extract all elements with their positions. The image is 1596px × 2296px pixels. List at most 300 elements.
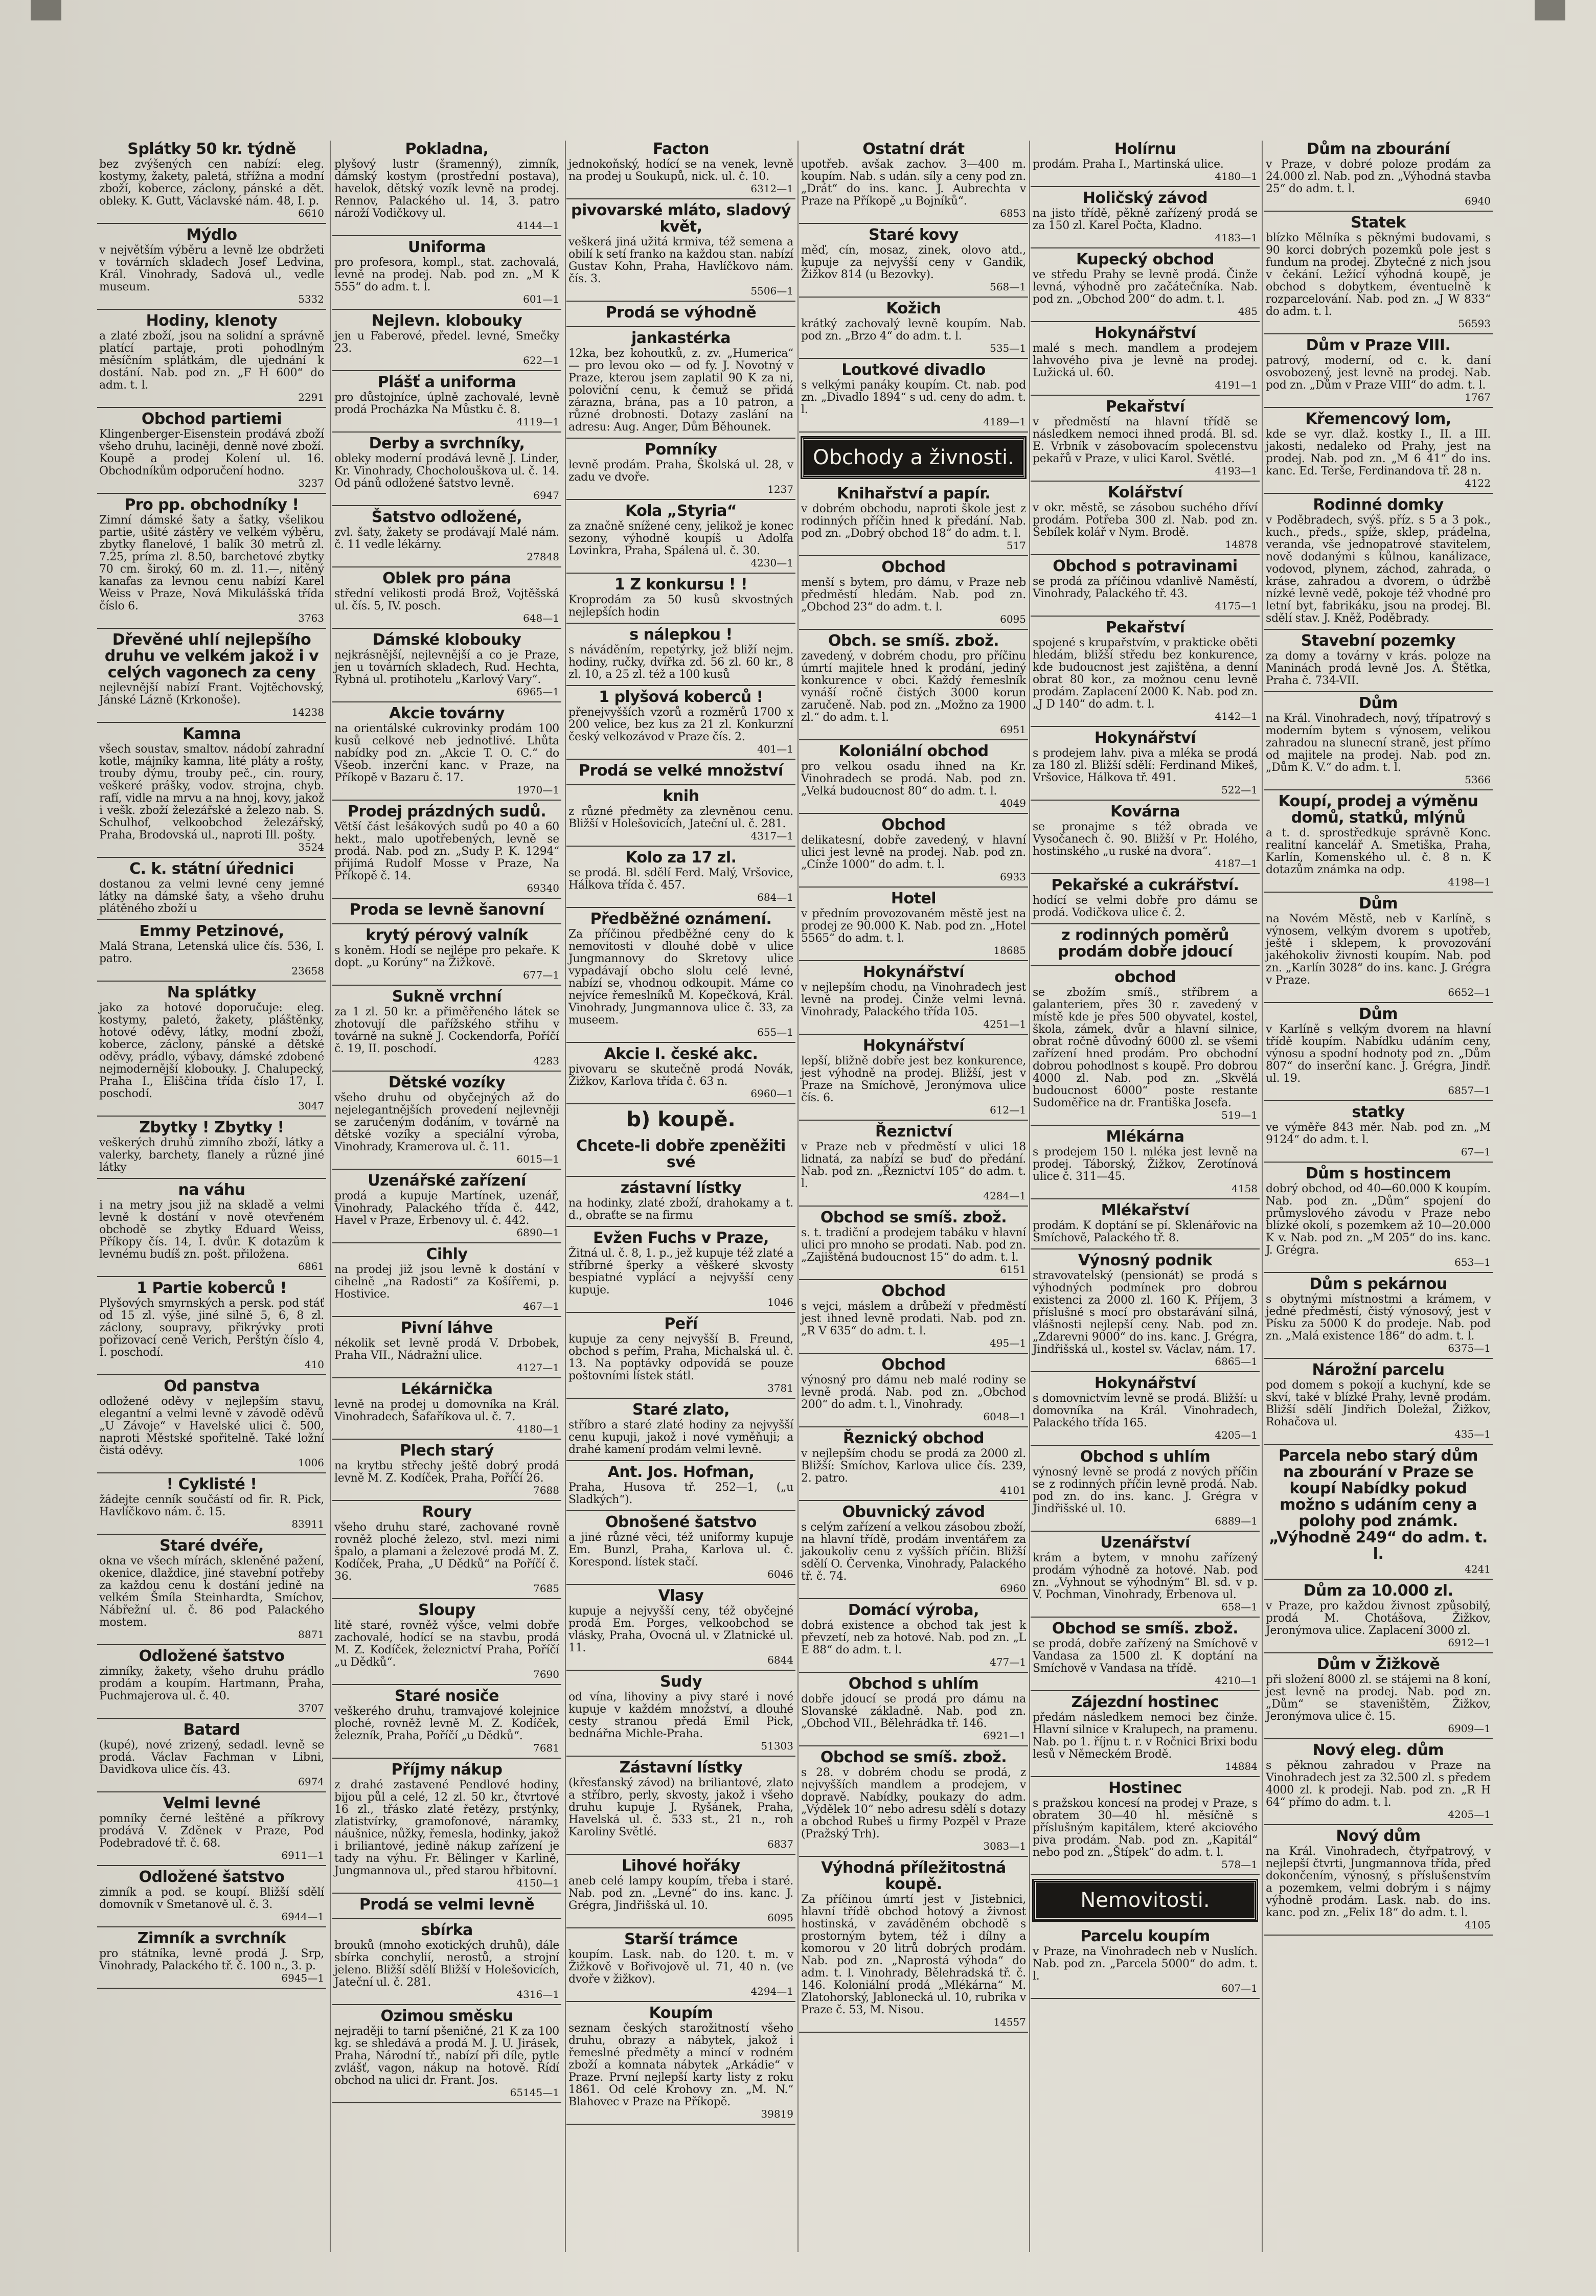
ad-body: v Praze, pro každou živnost způsobilý, prodá M. Chotášova, Žižkov, Jeronýmova ulice. Zaplacení 3000 zl. [1266, 1600, 1491, 1637]
classified-ad [332, 2005, 561, 2103]
ad-code: 2291 [298, 391, 324, 403]
classified-ad [97, 1117, 326, 1179]
ad-title: na váhu [178, 1181, 245, 1199]
classified-ad [332, 567, 561, 629]
ad-code: 6610 [298, 207, 324, 219]
classified-ad [799, 1746, 1028, 1857]
ad-title: Obchod [881, 1282, 946, 1300]
ad-title: Parcelu koupím [1080, 1927, 1210, 1945]
ad-title: zástavní lístky [620, 1179, 742, 1197]
ad-code: 6911—1 [281, 1849, 324, 1861]
ad-code: 4119—1 [516, 416, 559, 428]
classified-ad [1264, 1101, 1493, 1163]
ad-title: Koloniální obchod [838, 742, 989, 760]
ad-body: za značně snížené ceny, jelikož je konec sezony, výhodně koupíš u Adolfa Lovinkra, Praha, Spálená ul. č. 30. [568, 520, 793, 557]
ad-title: Pekařství [1105, 398, 1185, 416]
ad-code: 684—1 [757, 891, 793, 903]
ad-code: 6944—1 [281, 1911, 324, 1923]
classified-ad [332, 310, 561, 371]
classified-ad [799, 1599, 1028, 1673]
ad-title: Kamna [183, 725, 241, 743]
ad-title: Plech starý [400, 1442, 494, 1460]
ad-title: Obchod [881, 816, 946, 834]
classified-ad [1031, 801, 1260, 874]
ad-body: spojené s krupařstvím, v prakticke oběti hledám, bližší středu bez konkurence, kde budoucnost jest zajištěna, a denní obrat 80 kor., za možnou cenu levně prodám. Zaplacení 2000 K. Nab. pod zn. „J D 140“ do adm. t. l. [1033, 636, 1258, 711]
ad-body: jednokoňský, hodící se na venek, levně na prodej u Soukupů, nick. ul. č. 10. [568, 158, 793, 183]
ad-title: Dům v Praze VIII. [1306, 336, 1451, 354]
classified-ad [1264, 1739, 1493, 1825]
classified-ad [332, 899, 561, 924]
ad-title: Hodiny, klenoty [146, 312, 278, 330]
classified-ad [332, 1440, 561, 1501]
ad-title: Koupím [649, 2004, 713, 2022]
classified-ad [1031, 187, 1260, 248]
ad-title: Předběžné oznámení. [590, 910, 772, 928]
classified-ad [332, 1685, 561, 1759]
ad-title: Holírnu [1114, 140, 1176, 158]
ad-body: v Praze neb v předměstí v ulici 18 lidnatá, za nabízí se buď do předání. Nab. pod zn. „Řeznictví 105“ do adm. t. l. [801, 1141, 1026, 1190]
ad-body: pod domem s pokojí a kuchyní, kde se skví, také v blízké Prahy, levně prodám. Bližší sdělí Jindřich Doležal, Žižkov, Rohačova ul. [1266, 1379, 1491, 1428]
classified-ad [97, 629, 326, 723]
ad-body: na Král. Vinohradech, čtyřpatrový, v nejlepší čtvrti, Jungmannova třída, před dokončením, výnosný, s příslušenstvím a pozemkem, velmi dobrým i s nájmy výhodně prodám. Lask. nab. do ins. kanc. pod zn. „Felix 18“ do adm. t. l. [1266, 1845, 1491, 1919]
ad-body: Za příčinou předběžné ceny do k nemovitosti v dlouhé době v ulice Jungmannovy do Skretovy ulice vypadávají obcho slolu celé levné, nabízí se, vhodnou odkoupit. Máme co nejvíce řemeslníků M. Kopečková, Král. Vinohrady, Jungmannova ulice č. 33, za museem. [568, 928, 793, 1027]
classified-ad [1264, 408, 1493, 494]
ad-body: ve středu Prahy se levně prodá. Činže levná, výhodně pro začátečníka. Nab. pod zn. „Obchod 200“ do adm. t. l. [1033, 268, 1258, 306]
classified-ad [332, 629, 561, 702]
classified-ad [332, 1317, 561, 1378]
classified-ad [566, 138, 795, 199]
ad-title: Hokynářství [1094, 1374, 1196, 1392]
ad-body: levně na prodej u domovníka na Král. Vinohradech, Šafaříkova ul. č. 7. [334, 1398, 559, 1423]
classified-ad [566, 624, 795, 686]
ad-body: se pronajme s též obrada ve Vysočanech č. 90. Bližší v Pr. Holého, hostinského „u ruské na dvora“. [1033, 821, 1258, 858]
ad-body: Plyšových smyrnských a persk. pod stáť od 15 zl. výše, jiné silně 5, 6, 8 zl. záclony, soupravy, přikrývky proti pořizovací ceně Verich, Perštýn číslo 4, I. poschodí. [99, 1297, 324, 1359]
ad-title: Staré dvéře, [159, 1537, 264, 1555]
ad-body: s koněm. Hodí se nejlépe pro pekaře. K dopt. „u Korúny“ na Žižkově. [334, 944, 559, 969]
ad-body: okna ve všech mírách, skleněné pažení, okenice, dlaždice, jiné stavební potřeby za každou cenu k dostání jedině na velkém Šmíla Steinhardta, Smíchov, Nábřežní ul. č. 86 pod Palackého mostem. [99, 1555, 324, 1629]
column-rule [330, 141, 331, 2252]
classified-ad [332, 986, 561, 1072]
ad-body: Větší část lešákových sudů po 40 a 60 hekt., malo upotřebených, levně se prodá. Nab. pod zn. „Sudy P. K. 1294“ přijímá Rudolf Mosse v Praze, Na Příkopě č. 14. [334, 821, 559, 882]
ad-code: 6947 [533, 489, 559, 502]
classified-ad [1264, 1825, 1493, 1936]
ad-title: Nový dům [1336, 1827, 1421, 1845]
classified-ad [566, 760, 795, 785]
ad-code: 69340 [527, 882, 559, 894]
ad-title: Zájezdní hostinec [1071, 1693, 1219, 1711]
ad-code: 7681 [533, 1742, 559, 1754]
classified-ad [97, 920, 326, 982]
ad-title: Uzenářství [1100, 1534, 1190, 1552]
ad-body: Za příčinou úmrtí jest v Jistebnici, hlavní třídě obchod hotový a živnost hostinská, v zaváděném obchodě s prostorným bytem, též i dílny a komorou v 20 litrů dobrých prodám. Nab. pod zn. „Naprostá výhoda“ do adm. t. l. Vinohrady, Bělehradská tř. č. 146. Koloniální prodá „Mlékárna“ M. Zlatohorský, Jablonecká ul. 10, rubrika v Praze č. 53, M. Nisou. [801, 1893, 1026, 2016]
ad-title: Facton [652, 140, 710, 158]
ad-title: krytý pérový valník [366, 926, 528, 944]
classified-ad [97, 1645, 326, 1719]
ad-code: 517 [1006, 539, 1026, 552]
ad-body: všeho druhu staré, zachované rovně rovněž ploché železo, stvl. mezi nimi špalo, a plamani a železové prodá M. Z. Kodíček, Praha, „U Dědků“ na Poříčí č. 36. [334, 1521, 559, 1583]
ad-title: Prodej prázdných sudů. [347, 803, 546, 821]
classified-ad [566, 2002, 795, 2125]
ad-title: Prodá se velké množství [579, 762, 783, 780]
ad-code: 18685 [993, 944, 1026, 957]
ad-title: Lihové hořáky [622, 1857, 740, 1875]
ad-code: 658—1 [1221, 1601, 1258, 1613]
classified-ad [1031, 966, 1260, 1126]
ad-title: Hokynářství [862, 963, 965, 981]
ad-code: 4144—1 [516, 219, 559, 232]
classified-ad [566, 908, 795, 1043]
ad-title: Sudy [660, 1673, 702, 1691]
ad-code: 3707 [298, 1702, 324, 1714]
ad-body: kupuje a nejvyšší ceny, též obyčejné prodá Em. Porges, velkoobchod se vlásky, Praha, Ovocná ul. v Zlatnické ul. 11. [568, 1605, 793, 1654]
ad-body: Klingenberger-Eisenstein prodává zboží všeho druhu, laciněji, denně nové zboží. Koupě a prodej Kolení ul. 16. Obchodníkům odporučení hodno. [99, 428, 324, 478]
ad-code: 6960 [1000, 1582, 1026, 1595]
classified-ad [1264, 1003, 1493, 1101]
section-banner: Nemovitosti. [1034, 1880, 1257, 1920]
classified-ad [1264, 334, 1493, 408]
classified-ad [799, 298, 1028, 359]
ad-title: Pro pp. obchodníky ! [124, 496, 299, 514]
ad-code: 4198—1 [1448, 876, 1491, 888]
classified-ad [799, 961, 1028, 1035]
ad-body: se zbožím smíš., stříbrem a galanteriem, přes 30 r. zavedený v místě kde je přes 500 obyvatel, kostel, škola, zámek, dvůr a hlavní silnice, obrat ročně důvodný 6000 zl. se všemi zařízení hned prodám. Pro obchodní dobrou pohodlnost s koupě. Pro dobrou 4000 zl. Nab. pod zn. „Skvělá budoucnost 6000“ poste restante Sudoměřice na dr. Františka Josefa. [1033, 986, 1258, 1109]
ad-code: 6974 [298, 1776, 324, 1788]
ad-title: 1 Partie koberců ! [136, 1279, 287, 1297]
classified-ad [566, 1227, 795, 1313]
ad-code: 6890—1 [516, 1226, 559, 1239]
classified-ad [97, 1375, 326, 1473]
ad-code: 4193—1 [1215, 465, 1258, 477]
ad-body: v předměstí na hlavní třídě se následkem nemoci ihned prodá. Bl. sd. E. Vrbník v zásobovacím spolecenstvu pekařů v Praze, v ulici Karol. Světlé. [1033, 416, 1258, 465]
ad-title: Koupí, prodej a výměnu domů, statků, mlýnů [1278, 792, 1478, 827]
classified-ad [332, 138, 561, 236]
classified-ad [332, 1759, 561, 1894]
ad-title: Nový eleg. dům [1312, 1741, 1444, 1759]
ad-title: Řeznictví [875, 1123, 952, 1141]
ad-body: na Král. Vinohradech, nový, třípatrový s moderním bytem s výnosem, velikou zahradou na slunecní straně, jest přímo od majitele na prodej. Nab. pod zn. „Dům K. V.“ do adm. t. l. [1266, 712, 1491, 774]
ad-code: 401—1 [757, 743, 793, 755]
classified-ad [332, 1378, 561, 1440]
ad-body: výnosný pro dámu neb malé rodiny se levně prodá. Nab. pod zn. „Obchod 200“ do adm. t. l., Vinohrady. [801, 1374, 1026, 1411]
ad-body: kde se vyr. dlaž. kostky I., II. a III. jakosti, nedaleko od Prahy, jest na prodej. Nab. pod zn. „M 6 41“ do ins. kanc. Ed. Terše, Ferdinandova tř. 28 n. [1266, 428, 1491, 478]
ad-code: 6048—1 [983, 1411, 1026, 1423]
ad-code: 6861 [298, 1260, 324, 1272]
ad-body: a t. d. sprostředkuje správně Konc. realitní kancelář A. Smetiška, Praha, Karlín, Komenského ul. č. 8 n. K dotazům známka na odp. [1266, 827, 1491, 876]
ad-body: Praha, Husova tř. 252—1, („u Sladkých“). [568, 1481, 793, 1506]
classified-ad [1031, 555, 1260, 617]
ad-body: z různé předměty za zlevněnou cenu. Bližší v Holešovicích, Jateční ul. č. 281. [568, 805, 793, 830]
classified-ad [97, 1866, 326, 1927]
ad-body: i na metry jsou již na skladě a velmi levně k dostání v nově otevřeném obchodě se zbytky Eduard Weiss, Příkopy čís. 14, I. dvůr. K dotazům k levnému budíš zn. pošt. přiložena. [99, 1199, 324, 1261]
ad-body: s celým zařízení a velkou zásobou zboží, na hlavní třídě, prodám inventářem za jakoukoliv cenu z vyšších příčin. Bližší sdělí O. Červenka, Vinohrady, Palackého tř. č. 74. [801, 1521, 1026, 1583]
classified-ad [1031, 1777, 1260, 1875]
ad-code: 23658 [291, 965, 324, 977]
ad-code: 4189—1 [983, 416, 1026, 428]
ad-title: Uzenářské zařízení [368, 1172, 526, 1190]
classified-ad [1031, 1199, 1260, 1249]
classified-ad [1264, 692, 1493, 790]
ad-title: Zbytky ! Zbytky ! [139, 1119, 284, 1136]
ad-body: upotřeb. avšak zachov. 3—400 m. koupím. Nab. s udán. síly a ceny pod zn. „Drát“ do ins. kanc. J. Aubrechta v Praze na Příkopě „u Bojníků“. [801, 158, 1026, 208]
ad-body: malé s mech. mandlem a prodejem lahvového piva je levně na prodej. Lužická ul. 60. [1033, 342, 1258, 379]
ad-body: krám a bytem, v mnohu zařízený prodám výhodně za hotové. Nab. pod zn. „Vyhnout se výhodným“ Bl. sd. v p. V. Pochman, Vinohrady, Erbenova ul. [1033, 1552, 1258, 1601]
ad-title: Proda se levně šanovní [349, 901, 544, 919]
ad-title: pivovarské mláto, sladový květ, [571, 201, 791, 236]
ad-title: Odložené šatstvo [139, 1868, 285, 1886]
ad-title: Dům v Žižkově [1316, 1655, 1440, 1673]
ad-body: s pražskou koncesí na prodej v Praze, s obratem 30—40 hl. měsíčně s příslušným kapitálem, které akciového piva prodám. Nab. pod zn. „Kapitál“ nebo pod zn. „Štípek“ do adm. t. l. [1033, 1797, 1258, 1859]
classified-ad [1031, 1691, 1260, 1777]
classified-ad [1264, 893, 1493, 1003]
ad-code: 3781 [767, 1382, 793, 1394]
ad-code: 6912—1 [1448, 1636, 1491, 1649]
ad-title: Řeznický obchod [842, 1429, 985, 1447]
ad-code: 3083—1 [983, 1840, 1026, 1852]
ad-code: 39819 [761, 2108, 793, 2120]
ad-code: 4127—1 [516, 1361, 559, 1374]
ad-body: se prodá za příčinou vdanlivě Naměstí, Vinohrady, Palackého tř. 43. [1033, 575, 1258, 600]
ad-body: veškerých druhů zimního zboží, látky a valerky, barchety, flanely a různé jiné látky [99, 1136, 324, 1174]
classified-ad [566, 686, 795, 760]
ad-title: Ant. Jos. Hofman, [607, 1463, 755, 1481]
scan-mark [31, 0, 61, 20]
ad-body: z drahé zastavené Pendlové hodiny, bijou půl a celé, 12 zl. 50 kr., čtvrtové 16 zl., třásko zlaté řetězy, prstýnky, zlatistvírky, gramofonové, náramky, náušnice, nůžky, řemesla, hodinky, jakož i briliantové, jedině nákup zařízení je tady na výhu. Fr. Bělinger v Karlině, Jungmannova ul., před starou hřbitovní. [334, 1779, 559, 1877]
ad-code: 14884 [1225, 1760, 1258, 1772]
ad-body: výnosný levně se prodá z nových příčin se z rodinných příčin levně prodá. Nab. pod zn. do ins. kanc. J. Grégra v Jindřišské ul. 10. [1033, 1466, 1258, 1515]
ad-code: 4191—1 [1215, 379, 1258, 391]
ad-body: za 1 zl. 50 kr. a přiměřeného látek se zhotovují dle pařížského střihu v továrně na sukně J. Cockendorfa, Poříčí č. 19, II. poschodí. [334, 1006, 559, 1055]
ad-title: Statek [1351, 214, 1406, 232]
section-heading: b) koupě. [626, 1108, 736, 1131]
classified-ad [566, 1757, 795, 1855]
ad-title: Domácí výroba, [848, 1601, 979, 1619]
ad-title: Pokladna, [405, 140, 489, 158]
ad-code: 6151 [1000, 1263, 1026, 1276]
classified-ad [1264, 790, 1493, 893]
classified-ad [799, 1207, 1028, 1280]
ad-body: pivovaru se skutečně prodá Novák, Žižkov, Karlova třída č. 63 n. [568, 1063, 793, 1088]
ad-body: aneb celé lampy koupím, třeba i staré. Nab. pod zn. „Levné“ do ins. kanc. J. Grégra, Jindřišská ul. 10. [568, 1875, 793, 1912]
ad-title: Na splátky [167, 984, 257, 1002]
ad-code: 4175—1 [1215, 600, 1258, 612]
ad-body: zvl. šaty, žakety se prodávají Malé nám. č. 11 vedle lékárny. [334, 526, 559, 551]
ad-title: Kolo za 17 zl. [625, 849, 737, 867]
ad-code: 27848 [527, 551, 559, 563]
ad-body: nejraději to tarní pšeničné, 21 K za 100 kg. se shledává a prodá M. J. U. Jirásek, Praha, Národní tř., nabízí při díle, pytle zvlášť, vagon, nákup na hotově. Řídí obchod na ulici dr. Frant. Jos. [334, 2025, 559, 2087]
ad-code: 6889—1 [1215, 1515, 1258, 1527]
ad-body: pro důstojníce, úplně zachovalé, levně prodá Procházka Na Můstku č. 8. [334, 391, 559, 416]
classified-ad [1264, 138, 1493, 212]
ad-code: 4317—1 [750, 830, 793, 842]
classified-ad [97, 310, 326, 408]
classified-ad [566, 1135, 795, 1177]
ad-code: 7688 [533, 1484, 559, 1496]
classified-ad [332, 924, 561, 986]
ad-body: dobrá existence a obchod tak jest k převzetí, neb za hotové. Nab. pod zn. „L E 88“ do adm. t. l. [801, 1619, 1026, 1656]
classified-ad [799, 740, 1028, 814]
classified-ad [1031, 322, 1260, 396]
ad-body: nékolik set levně prodá V. Drbobek, Praha VII., Nádražní ulice. [334, 1337, 559, 1362]
ad-body: v Praze, na Vinohradech neb v Nuslích. Nab. pod zn. „Parcela 5000“ do adm. t. l. [1033, 1945, 1258, 1983]
ad-body: hodící se velmi dobře pro dámu se prodá. Vodičkova ulice č. 2. [1033, 894, 1258, 919]
ad-title: Ostatní drát [862, 140, 965, 158]
ad-title: Hotel [891, 890, 937, 907]
ad-title: Kožich [886, 300, 941, 317]
ad-code: 4142—1 [1215, 710, 1258, 722]
ad-body: v okr. městě, se zásobou suchého dříví prodám. Potřeba 300 zl. Nab. pod zn. Šebílek kolář v Nym. Brodě. [1033, 502, 1258, 539]
ad-title: 1 plyšová koberců ! [599, 688, 763, 706]
ad-title: Dům s hostincem [1306, 1165, 1451, 1183]
classified-ad [97, 408, 326, 494]
ad-title: Obnošené šatstvo [605, 1513, 757, 1531]
ad-code: 6865—1 [1215, 1355, 1258, 1368]
classified-ad [1264, 1359, 1493, 1445]
classified-ad [799, 630, 1028, 740]
ad-title: Knihařství a papír. [836, 485, 991, 503]
ad-code: 6312—1 [750, 183, 793, 195]
ad-title: Hokynářství [862, 1037, 965, 1055]
classified-ad [566, 1043, 795, 1104]
ad-title: Kolářství [1107, 484, 1183, 502]
ad-title: Kovárna [1110, 803, 1180, 821]
ad-title: ! Cyklisté ! [166, 1475, 257, 1493]
ad-body: 12ka, bez kohoutků, z. zv. „Humerica“ — pro levou oko — od fy. J. Novotný v Praze, kterou jsem zaplatil 90 K za ni, poloviční cenu, k čemuž se přidá zárazna, brána, pas a 10 patron, a různé drobnosti. Dotazy zaslání na adresu: Aug. Anger, Dům Běhounek. [568, 347, 793, 434]
classified-ad [332, 1919, 561, 2005]
column-4 [799, 138, 1028, 2255]
ad-title: Zástavní lístky [619, 1759, 743, 1777]
ad-title: Obchod se smíš. zbož. [1052, 1620, 1239, 1638]
ad-code: 5506—1 [750, 285, 793, 297]
ad-body: odložené oděvy v nejlepším stavu, elegantní a velmi levně v závodě oděvů „U Závoje“ v Havelské ulici č. 500, naproti Městské spořitelně. Také ložní čistá oděvy. [99, 1395, 324, 1457]
ad-title: Dům [1358, 1005, 1398, 1023]
ad-code: 495—1 [990, 1337, 1026, 1349]
classified-ad [97, 1792, 326, 1866]
ad-body: bez zvýšených cen nabízí: eleg. kostymy, žakety, paletá, střížna a modní zboží, koberce, záclony, pánské a dět. obleky. K. Gutt, Václavské nám. 48, I. p. [99, 158, 324, 208]
ad-code: 677—1 [523, 969, 559, 981]
ad-code: 1767 [1465, 391, 1491, 403]
classified-ad [332, 506, 561, 567]
ad-code: 6652—1 [1448, 986, 1491, 998]
ad-code: 4049 [1000, 797, 1026, 809]
classified-ad [566, 847, 795, 908]
classified-ad [566, 1313, 795, 1399]
ad-body: všech soustav, smaltov. nádobí zahradní kotle, májníky kamna, lité pláty a rošty, trouby dýmu, trouby peč., cin. roury, veškeré prášky, vodov. strojna, chyb. rafí, vidle na mrvu a na hnoj, kovy, jakož i vešk. zboží železářské a železo nab. S. Schulhof, velkoobchod železářský, Praha, Brodovská ul., naproti Ill. pošty. [99, 743, 324, 842]
ad-code: 601—1 [523, 293, 559, 305]
classified-ad [97, 138, 326, 224]
ad-body: s prodejem lahv. piva a mléka se prodá za 180 zl. Bližší sdělí: Ferdinand Mikeš, Vršovice, Hálkova tř. 491. [1033, 747, 1258, 784]
column-1 [97, 138, 326, 2255]
ad-body: veškerá jiná užitá krmiva, též semena a obilí k setí franko na každou stan. nabízí Gustav Kohn, Praha, Havlíčkovo nám. čís. 3. [568, 236, 793, 285]
classified-ad [1264, 1163, 1493, 1273]
ad-code: 6015—1 [516, 1153, 559, 1165]
ad-code: 65145—1 [510, 2086, 559, 2099]
ad-code: 6095 [1000, 613, 1026, 625]
classified-ad [97, 1179, 326, 1277]
ad-code: 410 [304, 1358, 324, 1371]
ad-title: statky [1352, 1103, 1405, 1121]
ad-body: v předním provozovaném městě jest na prodej ze 90.000 K. Nab. pod zn. „Hotel 5565“ do adm. t. l. [801, 907, 1026, 945]
column-rule [797, 141, 799, 2252]
ad-body: prodám. Praha I., Martinská ulice. [1033, 158, 1224, 171]
ad-title: Pekařství [1105, 619, 1185, 636]
ad-title: Šatstvo odložené, [371, 508, 522, 526]
ad-title: Batard [183, 1721, 240, 1739]
ad-title: Dům za 10.000 zl. [1303, 1582, 1453, 1600]
classified-ad [566, 199, 795, 302]
classified-ad [332, 433, 561, 506]
ad-body: s náváděním, repetýrky, jež bliží nejm. hodiny, ručky, dvířka zd. 56 zl. 60 kr., 8 zl. 10, a 25 zl. též a 100 kusů [568, 644, 793, 681]
ad-body: přenejvyšších vzorů a rozměrů 1700 x 200 velice, bez kus za 21 zl. Konkurzní český velkozávod v Praze čís. 2. [568, 706, 793, 743]
ad-title: Mlékařství [1101, 1201, 1190, 1219]
ad-title: Obchod [881, 558, 946, 576]
classified-ad [1264, 1445, 1493, 1580]
ad-body: pro velkou osadu ihned na Kr. Vinohradech se prodá. Nab. pod zn. „Velká budoucnost 80“ do adm. t. l. [801, 760, 1026, 798]
ad-code: 1006 [298, 1457, 324, 1469]
ad-code: 4180—1 [516, 1423, 559, 1435]
ad-code: 14557 [993, 2016, 1026, 2028]
ad-title: C. k. státní úřednici [129, 860, 294, 878]
ad-body: žádejte cenník součástí od fir. R. Pick, Havlíčkovo nám. č. 15. [99, 1493, 324, 1518]
ad-body: (kupé), nové zrizený, sedadl. levně se prodá. Václav Fachman v Libni, Davidkova ulice čís. 43. [99, 1739, 324, 1776]
ad-body: na orientálské cukrovinky prodám 100 kusů celkové neb jednotlivé. Lhůta nabídky pod zn. „Akcie T. O. C.“ do Všeob. inzerční kanc. v Praze, na Příkopě v Bazaru č. 17. [334, 722, 559, 784]
ad-body: měď, cín, mosaz, zinek, olovo atd., kupuje za nejvyšší ceny v Gandik, Žižkov 814 (u Bezovky). [801, 244, 1026, 281]
ad-body: koupím. Lask. nab. do 120. t. m. v Žižkově v Bořivojově ul. 71, 40 n. (ve dvoře v žižkov). [568, 1948, 793, 1986]
ad-title: Peří [664, 1315, 698, 1333]
ad-title: Velmi levné [163, 1794, 261, 1812]
ad-title: Ozimou směsku [380, 2007, 513, 2025]
ad-title: Výnosný podnik [1078, 1252, 1213, 1269]
ad-title: Nárožní parcelu [1312, 1361, 1445, 1379]
ad-body: jen u Faberové, předel. levné, Smečky 23. [334, 330, 559, 355]
classified-ad [332, 1599, 561, 1685]
ad-code: 5332 [298, 293, 324, 305]
ad-code: 4183—1 [1215, 232, 1258, 244]
column-6 [1264, 138, 1493, 2255]
column-2 [332, 138, 561, 2255]
classified-ad [97, 858, 326, 920]
ad-title: Odložené šatstvo [139, 1647, 285, 1665]
ad-body: s obytnými místnostmi a krámem, v jedné předměstí, čistý výnosový, jest v Písku za 5000 K do prodeje. Nab. pod zn. „Malá existence 186“ do adm. t. l. [1266, 1293, 1491, 1343]
ad-title: 1 Z konkursu ! ! [614, 576, 748, 594]
ad-body: v Poděbradech, svýš. příz. s 5 a 3 pok., kuch., předs., spíže, sklep, prádelna, veranda, vše jednopatrové stavitelem, nově dodanými s kůlnou, kanálizace, vodovod, plynem, záchod, zahrada, o kráse, zahradou a dvorem, o údržbě nízké levně vedě, pokoje též vhodné pro letní byt, fabrikáku, jsou na prodej. Bl. sdělí stav. J. Kněž, Poděbrady. [1266, 514, 1491, 625]
classified-ad [566, 1855, 795, 1928]
ad-code: 655—1 [757, 1026, 793, 1038]
ad-body: s. t. tradiční a prodejem tabáku v hlavní ulici pro mnoho se prodati. Nab. pod zn. „Zajištěná budoucnost 15“ do adm. t. l. [801, 1226, 1026, 1264]
ad-body: kupuje za ceny nejvyšší B. Freund, obchod s peřím, Praha, Michalská ul. č. 13. Na poptávky odpovídá se pouze poštovními lístek státl. [568, 1333, 793, 1382]
ad-code: 4241 [1465, 1563, 1491, 1575]
ad-code: 6960—1 [750, 1087, 793, 1100]
ad-body: patrový, moderní, od c. k. daní osvobozený, jest levně na prodej. Nab. pod zn. „Dům v Praze VIII“ do adm. t. l. [1266, 354, 1491, 392]
ad-code: 4158 [1232, 1183, 1258, 1195]
ad-title: Oblek pro pána [382, 570, 511, 587]
ad-title: Emmy Petzinové, [139, 922, 284, 940]
ad-body: s pěknou zahradou v Praze na Vinohradech jest za 32.500 zl. s předem 4000 zl. k prodeji. Nab. pod zn. „R H 64“ přímo do adm. t. l. [1266, 1759, 1491, 1809]
ad-title: Staré kovy [869, 226, 959, 244]
ad-body: se prodá. Bl. sdělí Ferd. Malý, Vršovice, Hálkova třída č. 457. [568, 867, 793, 892]
ad-title: Hostinec [1108, 1779, 1182, 1797]
ad-code: 467—1 [523, 1300, 559, 1312]
ad-title: Kupecký obchod [1076, 251, 1214, 268]
ad-body: s 28. v dobrém chodu se prodá, z nejvyšších mandlem a prodejem, v dopravě. Nabídky, poukazy do adm. „Výdělek 10“ nebo adresu sdělí s dotazy a obchod Rubeš u firmy Pozpěl v Praze (Pražský Trh). [801, 1766, 1026, 1840]
ad-body: za domy a továrny v krás. poloze na Maninách prodá levně Jos. A. Štětka, Praha č. 734-VII. [1266, 650, 1491, 687]
ad-body: předám následkem nemoci bez činže. Hlavní silnice v Kralupech, na pramenu. Nab. po 1. říjnu t. r. v Ročnici Brixi bodu lesů v Německém Brodě. [1033, 1711, 1258, 1761]
ad-body: v Praze, v dobré poloze prodám za 24.000 zl. Nab. pod zn. „Výhodná stavba 25“ do adm. t. l. [1266, 158, 1491, 195]
ad-code: 14238 [291, 706, 324, 718]
ad-title: Plášť a uniforma [377, 373, 516, 391]
ad-body: a jiné různé věci, též uniformy kupuje Em. Bunzl, Praha, Karlova ul. č. Korespond. lístek stačí. [568, 1531, 793, 1568]
ad-title: Pomníky [645, 441, 717, 459]
ad-code: 4150—1 [516, 1877, 559, 1889]
